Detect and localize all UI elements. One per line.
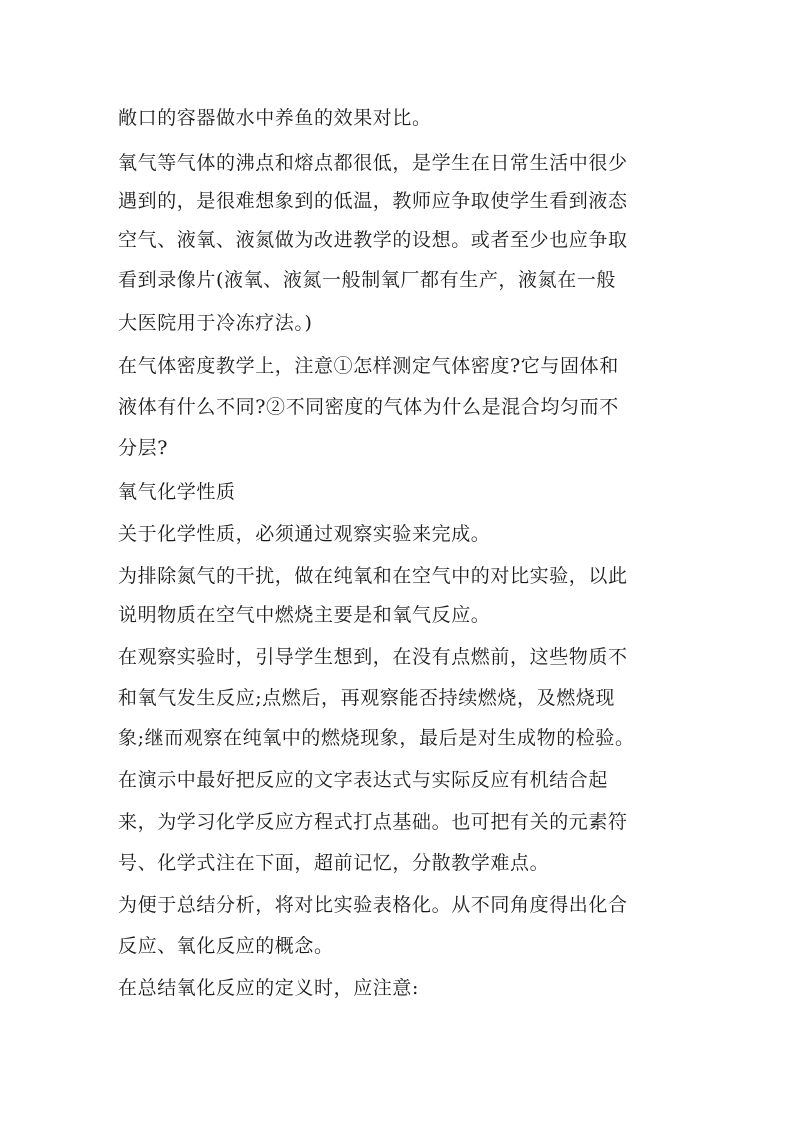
text-line: 在气体密度教学上，注意①怎样测定气体密度?它与固体和 [118, 355, 619, 377]
text-line: 在总结氧化反应的定义时，应注意: [118, 977, 420, 999]
text-line: 大医院用于冷冻疗法。) [118, 312, 313, 334]
text-line: 氧气等气体的沸点和熔点都很低，是学生在日常生活中很少 [118, 152, 628, 174]
text-line: 为便于总结分析，将对比实验表格化。从不同角度得出化合 [118, 894, 628, 916]
text-line: 液体有什么不同?②不同密度的气体为什么是混合均匀而不 [118, 396, 619, 418]
text-line: 分层? [118, 437, 168, 459]
text-line: 看到录像片(液氧、液氮一般制氧厂都有生产，液氮在一般 [118, 269, 617, 291]
text-line: 空气、液氧、液氮做为改进教学的设想。或者至少也应争取 [118, 229, 628, 251]
text-line: 敞口的容器做水中养鱼的效果对比。 [118, 107, 432, 129]
text-line: 象;继而观察在纯氧中的燃烧现象，最后是对生成物的检验。 [118, 727, 635, 749]
text-line: 在观察实验时，引导学生想到，在没有点燃前，这些物质不 [118, 646, 628, 668]
text-line: 和氧气发生反应;点燃后，再观察能否持续燃烧，及燃烧现 [118, 687, 616, 709]
text-line: 说明物质在空气中燃烧主要是和氧气反应。 [118, 604, 491, 626]
text-line: 反应、氧化反应的概念。 [118, 935, 334, 957]
text-line: 关于化学性质，必须通过观察实验来完成。 [118, 523, 491, 545]
text-line: 在演示中最好把反应的文字表达式与实际反应有机结合起 [118, 769, 609, 791]
text-line: 为排除氮气的干扰，做在纯氧和在空气中的对比实验，以此 [118, 565, 628, 587]
text-line: 号、化学式注在下面，超前记忆，分散教学难点。 [118, 852, 550, 874]
section-heading: 氧气化学性质 [118, 481, 236, 503]
text-line: 遇到的，是很难想象到的低温，教师应争取使学生看到液态 [118, 190, 628, 212]
text-line: 来，为学习化学反应方程式打点基础。也可把有关的元素符 [118, 811, 628, 833]
